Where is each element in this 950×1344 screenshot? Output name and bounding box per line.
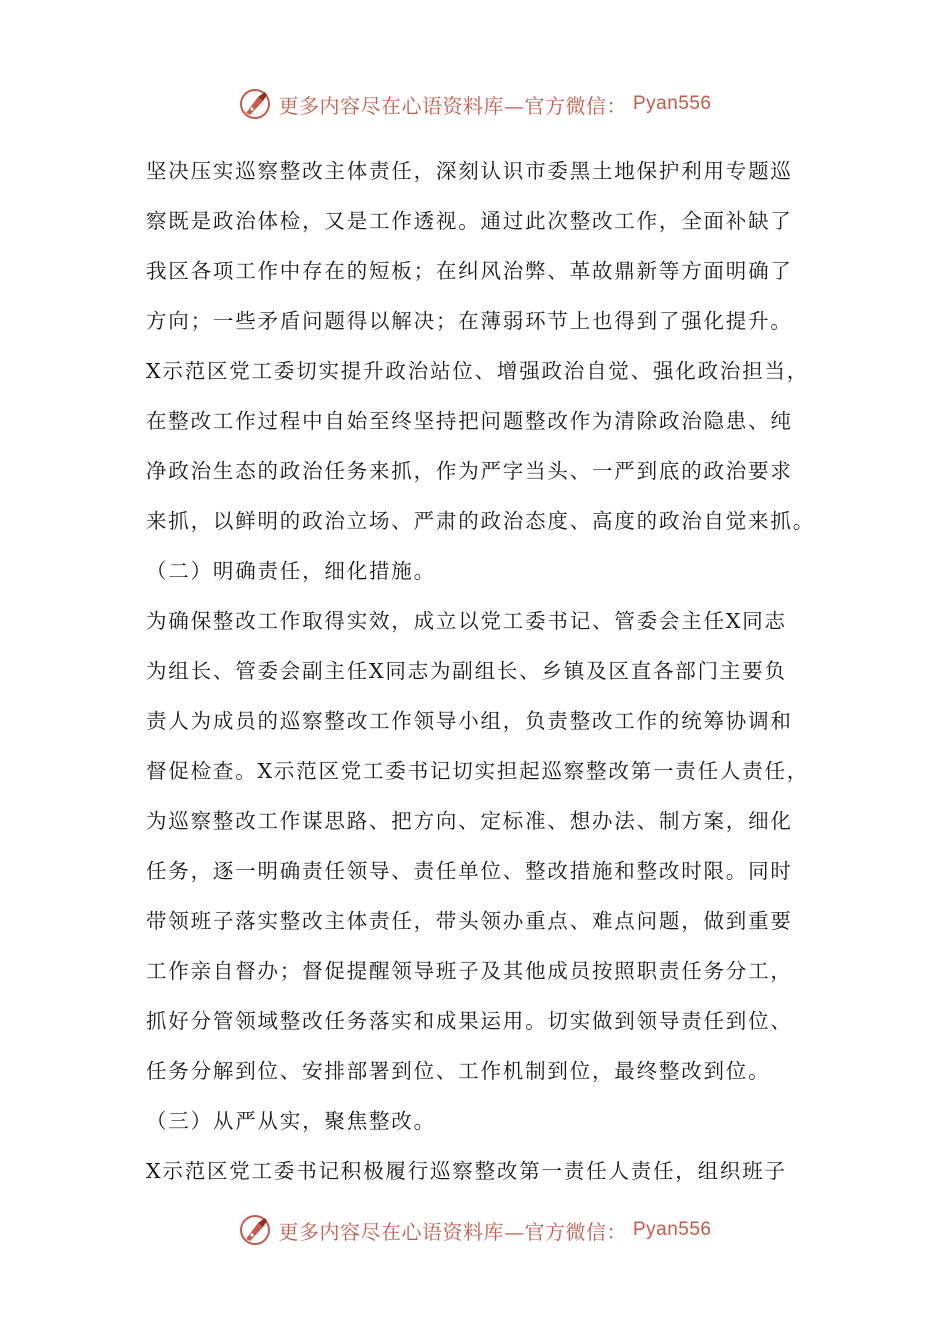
text-line: 在整改工作过程中自始至终坚持把问题整改作为清除政治隐患、纯 xyxy=(146,409,793,433)
text-line: 任务，逐一明确责任领导、责任单位、整改措施和整改时限。同时 xyxy=(146,859,793,883)
text-line: 带领班子落实整改主体责任，带头领办重点、难点问题，做到重要 xyxy=(146,909,793,933)
text-line: （三）从严从实，聚焦整改。 xyxy=(146,1109,436,1133)
text-line: 责人为成员的巡察整改工作领导小组，负责整改工作的统筹协调和 xyxy=(146,709,793,733)
pen-nib-logo-icon xyxy=(238,87,272,121)
text-line: 方向；一些矛盾问题得以解决；在薄弱环节上也得到了强化提升。 xyxy=(146,309,793,333)
footer-watermark xyxy=(0,1210,950,1250)
text-line: 坚决压实巡察整改主体责任，深刻认识市委黑土地保护利用专题巡 xyxy=(146,159,793,183)
watermark-text: 更多内容尽在心语资料库—官方微信： xyxy=(278,1219,627,1244)
pen-nib-logo-icon xyxy=(238,1213,272,1247)
text-line: 察既是政治体检，又是工作透视。通过此次整改工作，全面补缺了 xyxy=(146,209,793,233)
watermark-wechat-id: Pyan556 xyxy=(632,93,712,114)
text-line: 督促检查。X示范区党工委书记切实担起巡察整改第一责任人责任， xyxy=(146,759,810,783)
header-watermark xyxy=(0,84,950,124)
document-body xyxy=(146,146,826,1196)
text-line: 净政治生态的政治任务来抓，作为严字当头、一严到底的政治要求 xyxy=(146,459,793,483)
text-line: X示范区党工委书记积极履行巡察整改第一责任人责任，组织班子 xyxy=(146,1159,787,1183)
text-line: （二）明确责任，细化措施。 xyxy=(146,559,436,583)
text-line: 为组长、管委会副主任X同志为副组长、乡镇及区直各部门主要负 xyxy=(146,659,787,683)
text-line: 为确保整改工作取得实效，成立以党工委书记、管委会主任X同志 xyxy=(146,609,787,633)
text-line: 抓好分管领域整改任务落实和成果运用。切实做到领导责任到位、 xyxy=(146,1009,793,1033)
watermark-text: 更多内容尽在心语资料库—官方微信： xyxy=(278,93,627,118)
watermark-wechat-id: Pyan556 xyxy=(632,1219,712,1240)
text-line: 来抓，以鲜明的政治立场、严肃的政治态度、高度的政治自觉来抓。 xyxy=(146,509,815,533)
text-line: 我区各项工作中存在的短板；在纠风治弊、革故鼎新等方面明确了 xyxy=(146,259,793,283)
text-line: 工作亲自督办；督促提醒领导班子及其他成员按照职责任务分工， xyxy=(146,959,793,983)
text-line: 任务分解到位、安排部署到位、工作机制到位，最终整改到位。 xyxy=(146,1059,771,1083)
text-line: 为巡察整改工作谋思路、把方向、定标准、想办法、制方案，细化 xyxy=(146,809,793,833)
text-line: X示范区党工委切实提升政治站位、增强政治自觉、强化政治担当， xyxy=(146,359,810,383)
